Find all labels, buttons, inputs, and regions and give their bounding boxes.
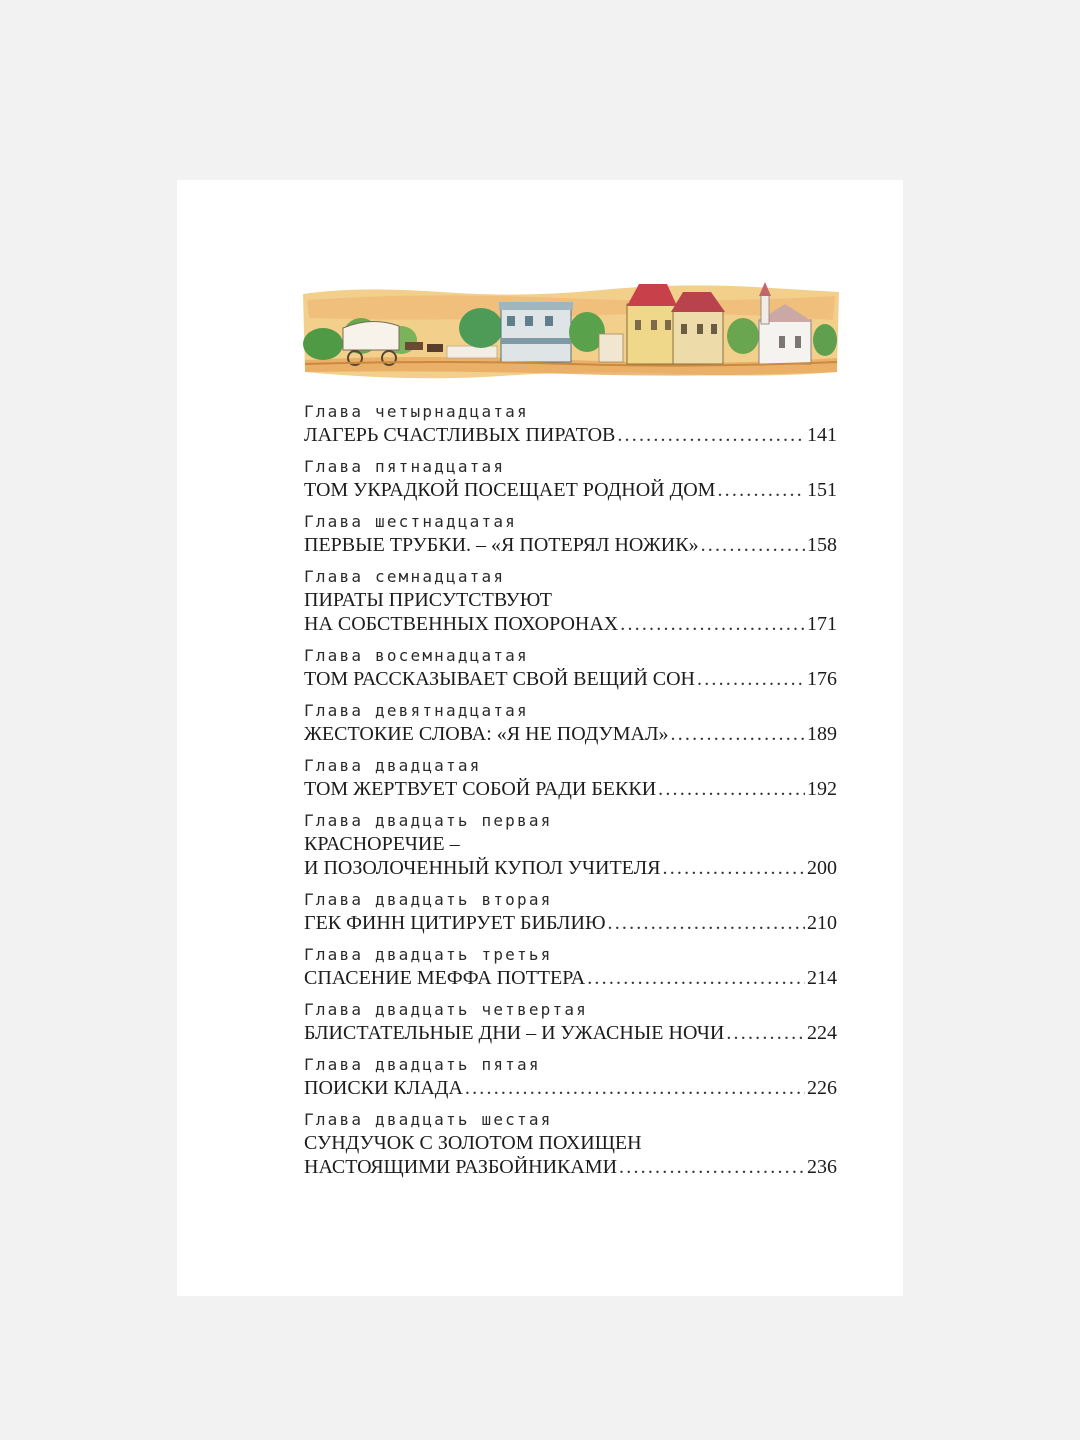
- page-number: 226: [807, 1077, 837, 1099]
- chapter-title: ГЕК ФИНН ЦИТИРУЕТ БИБЛИЮ: [304, 912, 606, 934]
- page-number: 141: [807, 424, 837, 446]
- dot-leader: [619, 1155, 805, 1179]
- toc-entry: [304, 1108, 837, 1179]
- entry-spacer: [304, 447, 837, 455]
- town-banner-illustration: [301, 280, 841, 380]
- chapter-label: Глава двадцать третья: [304, 945, 553, 964]
- chapter-label: Глава девятнадцатая: [304, 701, 529, 720]
- chapter-title-row: [304, 911, 837, 935]
- chapter-title: ПОИСКИ КЛАДА: [304, 1077, 463, 1099]
- dot-leader: [658, 777, 805, 801]
- chapter-label: Глава двадцать четвертая: [304, 1000, 588, 1019]
- chapter-title: ТОМ РАССКАЗЫВАЕТ СВОЙ ВЕЩИЙ СОН: [304, 668, 695, 690]
- toc-entry: [304, 510, 837, 557]
- chapter-title-row: [304, 966, 837, 990]
- toc-entry: [304, 1053, 837, 1100]
- chapter-title: СПАСЕНИЕ МЕФФА ПОТТЕРА: [304, 967, 586, 989]
- chapter-title-row: [304, 1021, 837, 1045]
- page-number: 192: [807, 778, 837, 800]
- chapter-label: Глава пятнадцатая: [304, 457, 506, 476]
- chapter-title: ЖЕСТОКИЕ СЛОВА: «Я НЕ ПОДУМАЛ»: [304, 723, 669, 745]
- chapter-label: Глава двадцатая: [304, 756, 482, 775]
- chapter-label: Глава двадцать шестая: [304, 1110, 553, 1129]
- chapter-title-row: [304, 1155, 837, 1179]
- book-page: [177, 180, 903, 1296]
- toc-entry: [304, 943, 837, 990]
- toc-entry: [304, 565, 837, 636]
- dot-leader: [587, 966, 805, 990]
- entry-spacer: [304, 1045, 837, 1053]
- chapter-label: Глава двадцать пятая: [304, 1055, 541, 1074]
- dot-leader: [717, 478, 805, 502]
- dot-leader: [465, 1076, 805, 1100]
- dot-leader: [608, 911, 806, 935]
- dot-leader: [697, 667, 805, 691]
- entry-spacer: [304, 935, 837, 943]
- chapter-title: БЛИСТАТЕЛЬНЫЕ ДНИ – И УЖАСНЫЕ НОЧИ: [304, 1022, 725, 1044]
- dot-leader: [726, 1021, 805, 1045]
- chapter-label: Глава четырнадцатая: [304, 402, 529, 421]
- chapter-title-row: [304, 478, 837, 502]
- dot-leader: [620, 612, 805, 636]
- page-number: 158: [807, 534, 837, 556]
- page-number: 236: [807, 1156, 837, 1178]
- chapter-title-row: [304, 1076, 837, 1100]
- toc-entry: [304, 699, 837, 746]
- chapter-label: Глава восемнадцатая: [304, 646, 529, 665]
- page-number: 171: [807, 613, 837, 635]
- chapter-label: Глава двадцать вторая: [304, 890, 553, 909]
- entry-spacer: [304, 801, 837, 809]
- toc-entry: [304, 754, 837, 801]
- toc-entry: [304, 400, 837, 447]
- toc-entry: [304, 455, 837, 502]
- chapter-title: ПЕРВЫЕ ТРУБКИ. – «Я ПОТЕРЯЛ НОЖИК»: [304, 534, 699, 556]
- chapter-title-line: ПИРАТЫ ПРИСУТСТВУЮТ: [304, 589, 552, 611]
- chapter-title-row: [304, 667, 837, 691]
- chapter-title: И ПОЗОЛОЧЕННЫЙ КУПОЛ УЧИТЕЛЯ: [304, 857, 661, 879]
- page-number: 214: [807, 967, 837, 989]
- page-number: 224: [807, 1022, 837, 1044]
- dot-leader: [617, 423, 805, 447]
- entry-spacer: [304, 1100, 837, 1108]
- entry-spacer: [304, 990, 837, 998]
- entry-spacer: [304, 557, 837, 565]
- page-number: 176: [807, 668, 837, 690]
- town-banner-icon: [301, 280, 841, 380]
- chapter-title: ТОМ УКРАДКОЙ ПОСЕЩАЕТ РОДНОЙ ДОМ: [304, 479, 716, 501]
- toc-entry: [304, 998, 837, 1045]
- page-number: 151: [807, 479, 837, 501]
- chapter-title-row: [304, 423, 837, 447]
- entry-spacer: [304, 746, 837, 754]
- chapter-label: Глава шестнадцатая: [304, 512, 517, 531]
- chapter-title: ТОМ ЖЕРТВУЕТ СОБОЙ РАДИ БЕККИ: [304, 778, 657, 800]
- page-number: 189: [807, 723, 837, 745]
- chapter-title-row: [304, 777, 837, 801]
- toc-entry: [304, 809, 837, 880]
- entry-spacer: [304, 636, 837, 644]
- chapter-title-line: КРАСНОРЕЧИЕ –: [304, 833, 460, 855]
- chapter-title: НА СОБСТВЕННЫХ ПОХОРОНАХ: [304, 613, 619, 635]
- chapter-title: НАСТОЯЩИМИ РАЗБОЙНИКАМИ: [304, 1156, 618, 1178]
- chapter-title-row: [304, 722, 837, 746]
- page-number: 200: [807, 857, 837, 879]
- table-of-contents: [304, 400, 837, 1179]
- chapter-title-row: [304, 533, 837, 557]
- entry-spacer: [304, 691, 837, 699]
- chapter-title: ЛАГЕРЬ СЧАСТЛИВЫХ ПИРАТОВ: [304, 424, 616, 446]
- chapter-label: Глава двадцать первая: [304, 811, 553, 830]
- entry-spacer: [304, 502, 837, 510]
- chapter-title-row: [304, 856, 837, 880]
- toc-entry: [304, 888, 837, 935]
- page-number: 210: [807, 912, 837, 934]
- chapter-title-row: [304, 612, 837, 636]
- chapter-label: Глава семнадцатая: [304, 567, 506, 586]
- dot-leader: [701, 533, 805, 557]
- toc-entry: [304, 644, 837, 691]
- entry-spacer: [304, 880, 837, 888]
- chapter-title-line: СУНДУЧОК С ЗОЛОТОМ ПОХИЩЕН: [304, 1132, 642, 1154]
- dot-leader: [671, 722, 805, 746]
- dot-leader: [663, 856, 805, 880]
